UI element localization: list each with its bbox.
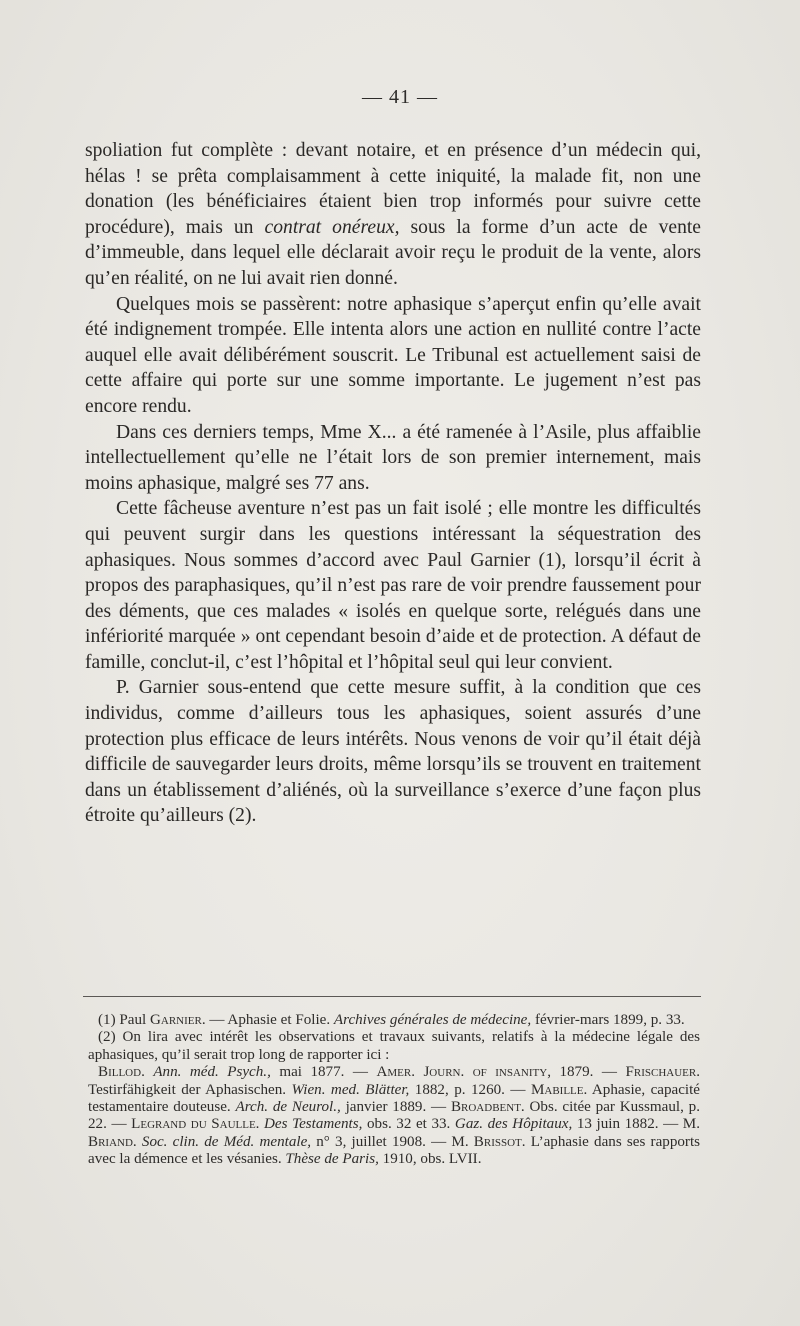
paragraph-1-end: sous la forme d’un acte de vente d’immeuble, dans lequel elle déclarait avoir reçu le produit de la vente, alors qu’en réalité, on ne lui avait rien donné. [85, 216, 702, 289]
author-briand: Briand [88, 1133, 133, 1150]
author-frischauer: Frischauer [625, 1064, 697, 1081]
author-legrand-du-saulle: Legrand du Saulle [131, 1116, 256, 1133]
ref-sep: . Testirfähigkeit der Aphasischen. [88, 1064, 700, 1098]
journal-wien-med: Wien. med. Blätter, [291, 1081, 410, 1098]
ref-sep: . [132, 1133, 142, 1150]
journal-ann-med-psych: Ann. méd. Psych., [153, 1064, 271, 1081]
footnote-1-number: (1) Paul [98, 1012, 150, 1028]
ref-sep: . [255, 1116, 265, 1133]
ref-sep: 13 juin 1882. — M. [572, 1116, 700, 1133]
ref-sep: n° 3, juillet 1908. — M. [311, 1133, 474, 1150]
footnote-1-date: février-mars 1899, p. 33. [531, 1012, 685, 1028]
ref-sep: obs. 32 et 33. [362, 1116, 455, 1133]
journal-gaz-hopitaux: Gaz. des Hôpitaux, [454, 1116, 573, 1133]
author-billod: Billod [98, 1064, 142, 1081]
author-broadbent: Broadbent [450, 1099, 521, 1116]
footnote-2-references [88, 1064, 700, 1168]
paragraph-5: P. Garnier sous-entend que cette mesure suffit, à la condition que ces individus, comme d’ailleurs tous les aphasiques, soient assurés d’une protection plus efficace de leurs intérêts. Nous venons de voir qu’il était déjà difficile de sauvegarder leurs droits, même lorsqu’ils se trouvent en traitement dans un établissement d’aliénés, où la surveillance s’exerce d’une façon plus étroite qu’ailleurs (2). [85, 677, 701, 827]
author-brissot: Brissot [473, 1133, 522, 1150]
ref-sep: . L’aphasie dans ses rapports avec la démence et les vésanies. [88, 1133, 701, 1168]
ref-sep: 1882, p. 1260. — [409, 1081, 531, 1098]
journal-amer-journ: Amer. Journ. of insanity [376, 1064, 548, 1081]
journal-archives: Archives générales de médecine, [333, 1012, 532, 1028]
footnote-2: (2) On lira avec intérêt les observations et travaux suivants, relatifs à la médecine légale des aphasiques, qu’il serait trop long de rapporter ici : [88, 1029, 700, 1063]
ref-sep: 1910, obs. LVII. [378, 1151, 482, 1168]
contrat-onereux-emphasis: contrat onéreux, [264, 216, 400, 238]
ref-sep: . [141, 1064, 154, 1081]
page-number: — 41 — [362, 86, 438, 108]
book-des-testaments: Des Testaments, [264, 1116, 363, 1133]
journal-soc-clin: Soc. clin. de Méd. mentale, [141, 1133, 312, 1150]
author-mabille: Mabille [530, 1081, 584, 1098]
ref-sep: . Aphasie, capacité testamentaire douteuse. [88, 1081, 701, 1116]
paragraph-1-start: spoliation fut complète : devant notaire, et en présence d’un médecin qui, hélas ! se prêta complaisamment à cette iniquité, la malade fit, non une donation (les bénéficiaires étaient bien trop informés pour suivre cette procédure), mais un [85, 140, 701, 238]
footnote-1 [88, 1012, 700, 1029]
footnote-divider [83, 996, 701, 997]
author-garnier: Garnier [149, 1012, 202, 1028]
thesis-paris: Thèse de Paris, [285, 1151, 379, 1168]
paragraph-2: Quelques mois se passèrent: notre aphasique s’aperçut enfin qu’elle avait été indignement trompée. Elle intenta alors une action en nullité contre l’acte auquel elle avait délibérément souscrit. Le Tribunal est actuellement saisi de cette affaire qui porte sur une somme importante. Le jugement n’est pas encore rendu. [85, 293, 701, 417]
ref-sep: mai 1877. — [270, 1064, 377, 1081]
main-text [85, 138, 701, 829]
ref-sep: . Obs. citée par Kussmaul, p. 22. — [88, 1099, 700, 1133]
journal-arch-neurol: Arch. de Neurol., [235, 1099, 341, 1116]
paragraph-4: Cette fâcheuse aventure n’est pas un fait isolé ; elle montre les difficultés qui peuvent surgir dans les questions intéressant la séquestration des aphasiques. Nous sommes d’accord avec Paul Garnier (1), lorsqu’il écrit à propos des paraphasiques, qu’il n’est pas rare de voir prendre faussement pour des déments, que ces malades « isolés en quelque sorte, relégués dans une infériorité marquée » ont cependant besoin d’aide et de protection. A défaut de famille, conclut-il, c’est l’hôpital et l’hôpital seul qui leur convient. [85, 498, 701, 673]
footnotes [88, 1012, 700, 1169]
paragraph-3: Dans ces derniers temps, Mme X... a été ramenée à l’Asile, plus affaiblie intellectuellement qu’elle ne l’était lors de son premier internement, mais moins aphasique, malgré ses 77 ans. [85, 421, 701, 494]
paragraph-1 [85, 138, 701, 292]
ref-sep: janvier 1889. — [340, 1099, 451, 1116]
footnote-1-title: . — Aphasie et Folie. [201, 1012, 334, 1028]
ref-sep: , 1879. — [547, 1064, 626, 1081]
